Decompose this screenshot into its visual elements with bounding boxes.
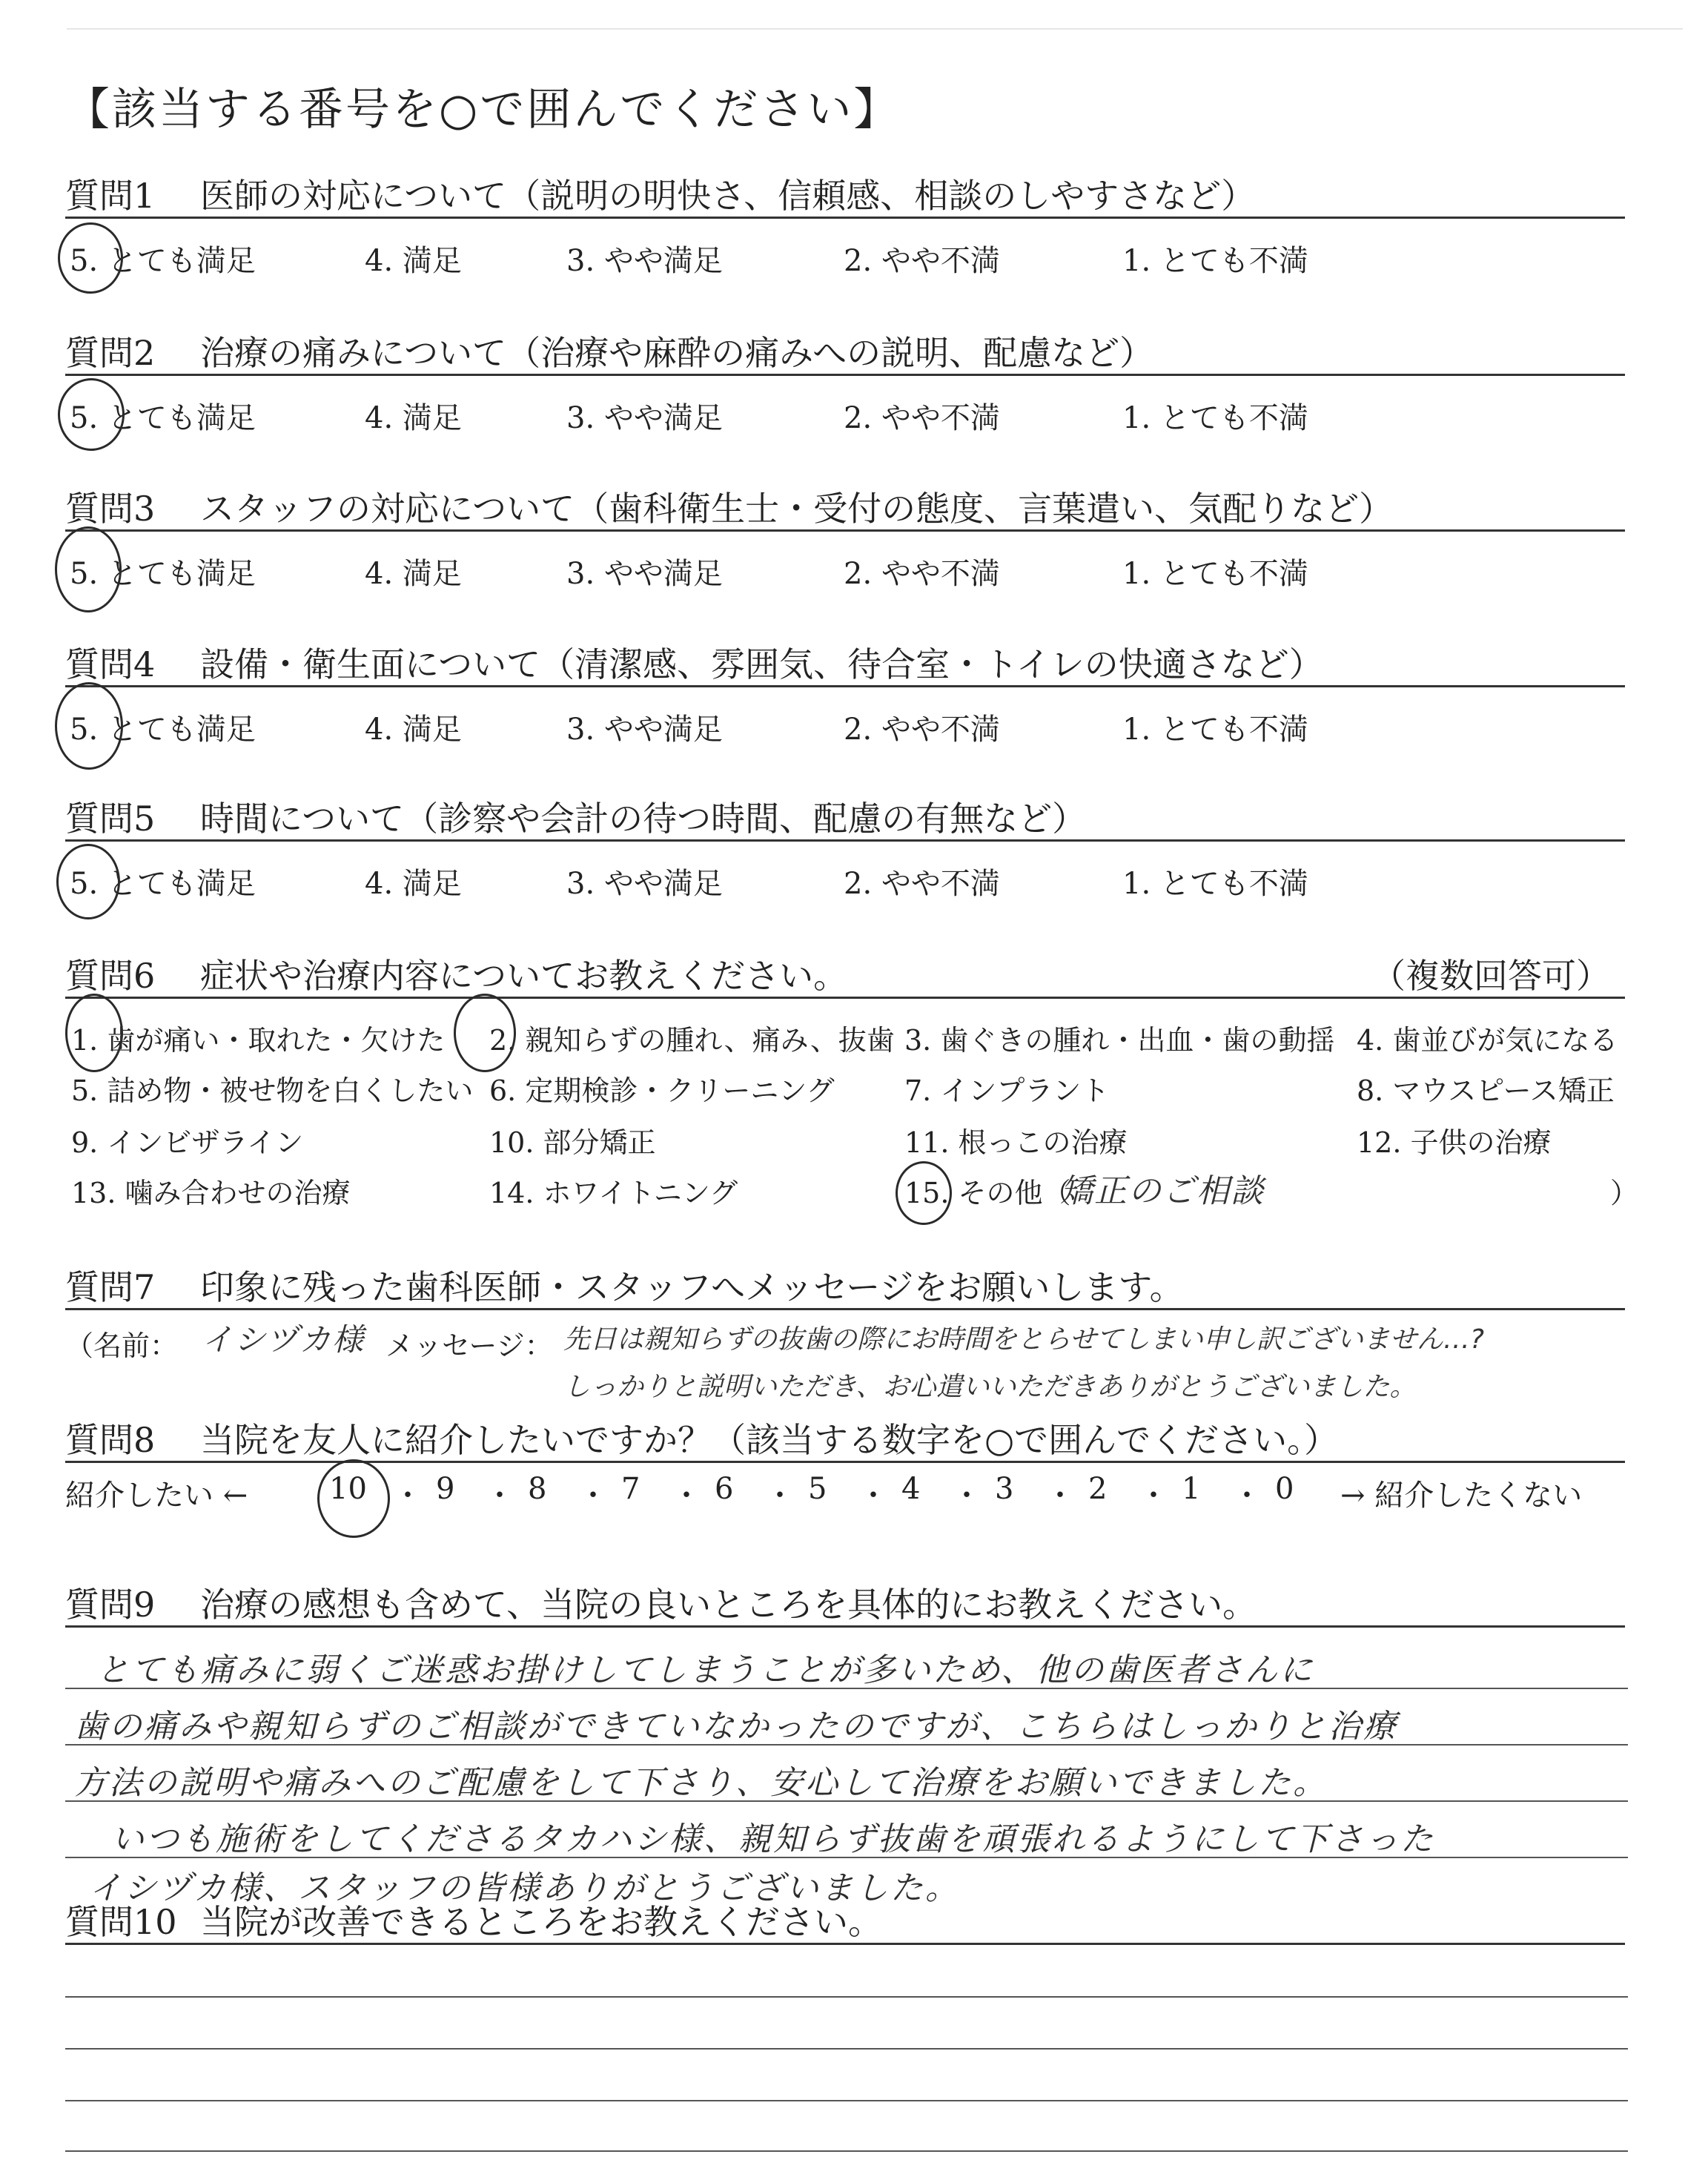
scale-6[interactable]: 6 (715, 1472, 734, 1506)
question-8 (65, 1413, 1625, 1463)
scale-1[interactable]: 1 (1182, 1472, 1201, 1506)
symptom-option-12[interactable]: 12. 子供の治療 (1357, 1126, 1552, 1159)
question-text: 症状や治療内容についてお教えください。 (200, 956, 848, 996)
symptom-option-4[interactable]: 4. 歯並びが気になる (1357, 1024, 1618, 1057)
answer-line (65, 2048, 1628, 2050)
name-handwritten[interactable]: イシヅカ様 (202, 1321, 365, 1358)
symptom-option-11[interactable]: 11. 根っこの治療 (904, 1126, 1128, 1159)
question-text: 時間について（診察や会計の待つ時間、配慮の有無など） (200, 799, 1087, 839)
scale-dot: ・ (672, 1479, 701, 1513)
option-3[interactable]: 3. やや満足 (566, 244, 723, 278)
selection-circle (454, 994, 516, 1072)
question-4-options (70, 706, 1626, 750)
option-4[interactable]: 4. 満足 (365, 867, 462, 901)
comment-line-2[interactable]: 歯の痛みや親知らずのご相談ができていなかったのですが、こちらはしっかりと治療 (74, 1708, 1398, 1745)
scale-2[interactable]: 2 (1088, 1472, 1108, 1506)
option-1[interactable]: 1. とても不満 (1122, 713, 1308, 747)
comment-line-5[interactable]: イシヅカ様、スタッフの皆様ありがとうございました。 (89, 1869, 960, 1907)
option-3[interactable]: 3. やや満足 (566, 401, 723, 435)
other-input-handwritten[interactable]: 矯正のご相談 (1060, 1172, 1265, 1210)
scale-8[interactable]: 8 (528, 1472, 547, 1506)
scale-dot: ・ (1139, 1479, 1168, 1513)
question-3 (65, 482, 1625, 532)
option-4[interactable]: 4. 満足 (365, 713, 462, 747)
symptom-option-13[interactable]: 13. 噛み合わせの治療 (71, 1177, 351, 1209)
option-1[interactable]: 1. とても不満 (1122, 557, 1308, 591)
other-close-paren: ） (1610, 1177, 1639, 1209)
symptom-option-3[interactable]: 3. 歯ぐきの腫れ・出血・歯の動揺 (904, 1024, 1335, 1057)
scale-10[interactable]: 10 (329, 1472, 367, 1506)
question-text: 治療の痛みについて（治療や麻酔の痛みへの説明、配慮など） (200, 333, 1154, 373)
form-header: 【該当する番号を○で囲んでください】 (65, 84, 901, 136)
question-number: 質問3 (65, 489, 156, 529)
scale-right-label: → 紹介したくない (1340, 1479, 1583, 1513)
scale-dot: ・ (578, 1479, 608, 1513)
option-5[interactable]: 5. とても満足 (70, 244, 256, 278)
question-number: 質問2 (65, 333, 156, 373)
selection-circle (55, 682, 123, 770)
answer-line (65, 1996, 1628, 1998)
option-3[interactable]: 3. やや満足 (566, 713, 723, 747)
selection-circle (58, 378, 125, 451)
option-2[interactable]: 2. やや不満 (844, 713, 1000, 747)
question-text: 医師の対応について（説明の明快さ、信頼感、相談のしやすさなど） (200, 176, 1256, 216)
option-1[interactable]: 1. とても不満 (1122, 244, 1308, 278)
option-2[interactable]: 2. やや不満 (844, 244, 1000, 278)
question-text: 治療の感想も含めて、当院の良いところを具体的にお教えください。 (200, 1585, 1257, 1625)
scale-dot: ・ (1232, 1479, 1262, 1513)
question-1-options (70, 237, 1626, 282)
option-5[interactable]: 5. とても満足 (70, 401, 256, 435)
answer-line (65, 2150, 1628, 2152)
scale-4[interactable]: 4 (901, 1472, 921, 1506)
symptom-option-6[interactable]: 6. 定期検診・クリーニング (489, 1074, 835, 1107)
question-number: 質問5 (65, 799, 156, 839)
recommend-scale (65, 1472, 1637, 1516)
question-7 (65, 1261, 1625, 1310)
selection-circle (55, 526, 122, 612)
question-10 (65, 1895, 1625, 1945)
question-6 (65, 949, 1625, 999)
option-5[interactable]: 5. とても満足 (70, 713, 256, 747)
symptom-option-15[interactable]: 15. その他（ (904, 1177, 1071, 1209)
symptom-option-5[interactable]: 5. 詰め物・被せ物を白くしたい (71, 1074, 474, 1107)
option-1[interactable]: 1. とても不満 (1122, 867, 1308, 901)
question-number: 質問10 (65, 1902, 177, 1942)
symptom-option-7[interactable]: 7. インプラント (904, 1074, 1110, 1107)
question-3-options (70, 550, 1626, 595)
question-number: 質問6 (65, 956, 156, 996)
selection-circle (65, 994, 123, 1072)
option-4[interactable]: 4. 満足 (365, 401, 462, 435)
question-1 (65, 169, 1625, 219)
question-9 (65, 1578, 1625, 1628)
comment-line-4[interactable]: いつも施術をしてくださるタカハシ様、親知らず抜歯を頑張れるようにして下さった (111, 1820, 1435, 1858)
option-4[interactable]: 4. 満足 (365, 244, 462, 278)
question-number: 質問8 (65, 1420, 156, 1460)
question-text: スタッフの対応について（歯科衛生士・受付の態度、言葉遣い、気配りなど） (200, 489, 1394, 529)
option-5[interactable]: 5. とても満足 (70, 557, 256, 591)
question-number: 質問9 (65, 1585, 156, 1625)
scale-7[interactable]: 7 (621, 1472, 640, 1506)
question-4 (65, 638, 1625, 687)
option-2[interactable]: 2. やや不満 (844, 557, 1000, 591)
scale-dot: ・ (1045, 1479, 1075, 1513)
comment-line-3[interactable]: 方法の説明や痛みへのご配慮をして下さり、安心して治療をお願いできました。 (74, 1764, 1328, 1802)
scale-dot: ・ (765, 1479, 795, 1513)
scale-dot: ・ (952, 1479, 982, 1513)
symptom-option-1[interactable]: 1. 歯が痛い・取れた・欠けた (71, 1024, 446, 1057)
option-3[interactable]: 3. やや満足 (566, 867, 723, 901)
question-2-options (70, 394, 1626, 439)
question-number: 質問1 (65, 176, 156, 216)
answer-line (65, 2100, 1628, 2101)
scale-9[interactable]: 9 (436, 1472, 455, 1506)
question-number: 質問4 (65, 644, 156, 684)
scale-dot: ・ (858, 1479, 888, 1513)
option-2[interactable]: 2. やや不満 (844, 401, 1000, 435)
question-2 (65, 326, 1625, 376)
option-5[interactable]: 5. とても満足 (70, 867, 256, 901)
question-text: 設備・衛生面について（清潔感、雰囲気、待合室・トイレの快適さなど） (200, 644, 1323, 684)
option-3[interactable]: 3. やや満足 (566, 557, 723, 591)
question-text: 当院が改善できるところをお教えください。 (200, 1902, 882, 1942)
scale-left-label: 紹介したい ← (65, 1479, 248, 1513)
scale-dot: ・ (393, 1479, 423, 1513)
option-1[interactable]: 1. とても不満 (1122, 401, 1308, 435)
scale-5[interactable]: 5 (808, 1472, 827, 1506)
scale-3[interactable]: 3 (995, 1472, 1014, 1506)
selection-circle (317, 1459, 390, 1538)
question-text: 印象に残った歯科医師・スタッフへメッセージをお願いします。 (200, 1267, 1184, 1307)
name-label: （名前： (65, 1330, 179, 1362)
selection-circle (896, 1161, 952, 1225)
question-text: 当院を友人に紹介したいですか？（該当する数字を○で囲んでください。） (200, 1420, 1339, 1460)
option-2[interactable]: 2. やや不満 (844, 867, 1000, 901)
message-handwritten-line-1[interactable]: 先日は親知らずの抜歯の際にお時間をとらせてしまい申し訳ございません…? (563, 1324, 1485, 1355)
message-label: メッセージ： (385, 1330, 553, 1362)
symptom-option-2[interactable]: 2. 親知らずの腫れ、痛み、抜歯 (489, 1024, 895, 1057)
question-number: 質問7 (65, 1267, 156, 1307)
question-5 (65, 792, 1625, 842)
scale-dot: ・ (485, 1479, 514, 1513)
symptom-option-14[interactable]: 14. ホワイトニング (489, 1177, 738, 1209)
multiple-answers-note: （複数回答可） (1371, 956, 1610, 996)
selection-circle (56, 844, 120, 919)
symptom-option-10[interactable]: 10. 部分矯正 (489, 1126, 656, 1159)
comment-line-1[interactable]: とても痛みに弱くご迷惑お掛けしてしまうことが多いため、他の歯医者さんに (96, 1651, 1315, 1689)
selection-circle (58, 222, 123, 294)
message-handwritten-line-2[interactable]: しっかりと説明いただき、お心遣いいただきありがとうございました。 (563, 1372, 1417, 1402)
symptom-option-9[interactable]: 9. インビザライン (71, 1126, 304, 1159)
symptom-option-8[interactable]: 8. マウスピース矯正 (1357, 1074, 1615, 1107)
top-border (67, 28, 1683, 30)
option-4[interactable]: 4. 満足 (365, 557, 462, 591)
question-5-options (70, 860, 1626, 905)
scale-0[interactable]: 0 (1275, 1472, 1294, 1506)
